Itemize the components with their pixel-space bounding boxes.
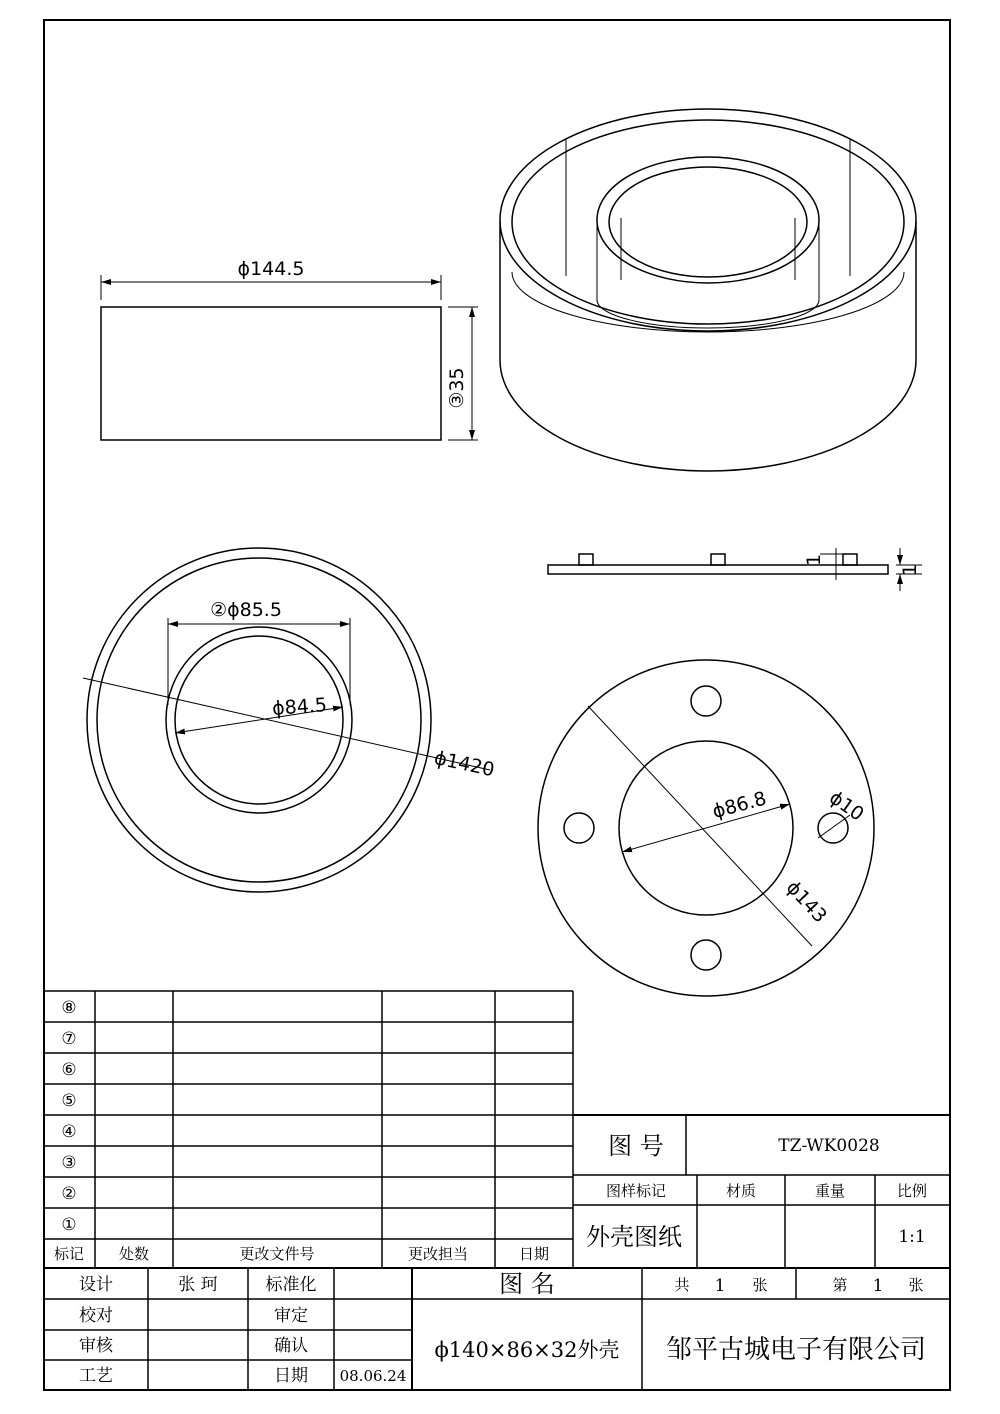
total-prefix: 共 bbox=[674, 1276, 690, 1294]
total-value: 1 bbox=[714, 1276, 726, 1296]
revision-header-mark: 标记 bbox=[53, 1245, 85, 1263]
review-label: 审核 bbox=[79, 1336, 113, 1356]
base-inner-label: ϕ86.8 bbox=[710, 787, 769, 823]
part-name: ϕ140×86×32外壳 bbox=[434, 1338, 620, 1362]
inner-floor-arc bbox=[512, 272, 904, 332]
sheet-value: 1 bbox=[872, 1276, 884, 1296]
designer-name: 张 珂 bbox=[178, 1275, 218, 1295]
revision-header-doc: 更改文件号 bbox=[239, 1245, 315, 1263]
revision-row-3: ③ bbox=[61, 1153, 77, 1173]
tab-left bbox=[579, 554, 593, 565]
plate-outline bbox=[548, 565, 888, 574]
sheet-prefix: 第 bbox=[832, 1276, 848, 1294]
side-view bbox=[101, 275, 478, 440]
base-inner-diameter-line bbox=[622, 804, 790, 852]
side-height-label: ③35 bbox=[446, 367, 468, 409]
date-value: 08.06.24 bbox=[339, 1367, 407, 1385]
tab-middle bbox=[711, 554, 725, 565]
outer-rim-inner bbox=[512, 120, 904, 324]
revision-header-count: 处数 bbox=[118, 1245, 150, 1263]
revision-row-2: ② bbox=[61, 1184, 77, 1204]
hole-top bbox=[691, 686, 721, 716]
material-label: 材质 bbox=[725, 1182, 757, 1200]
check-label: 校对 bbox=[79, 1306, 113, 1326]
weight-label: 重量 bbox=[814, 1182, 846, 1200]
standard-label: 标准化 bbox=[265, 1275, 317, 1295]
section-tab-label: 1 bbox=[803, 553, 825, 567]
date-label: 日期 bbox=[274, 1366, 308, 1386]
company-name: 邹平古城电子有限公司 bbox=[665, 1335, 927, 1365]
base-hole-label: ϕ10 bbox=[825, 786, 868, 826]
hole-right bbox=[818, 813, 848, 843]
mark-value: 外壳图纸 bbox=[586, 1223, 682, 1251]
name-label: 图 名 bbox=[499, 1270, 555, 1298]
section-view bbox=[548, 548, 922, 591]
outer-rim-outer bbox=[500, 109, 916, 331]
top-outer-label: ϕ1420 bbox=[432, 747, 497, 782]
top-inner-label: ②ϕ85.5 bbox=[210, 599, 282, 621]
outer-bottom-arc bbox=[500, 360, 916, 471]
revision-row-5: ⑤ bbox=[61, 1091, 77, 1111]
revision-header-owner: 更改担当 bbox=[407, 1245, 469, 1263]
top-mid-label: ϕ84.5 bbox=[271, 694, 328, 720]
revision-header-date: 日期 bbox=[518, 1245, 550, 1263]
approve-label: 审定 bbox=[274, 1306, 308, 1326]
revision-row-1: ① bbox=[61, 1215, 77, 1235]
hole-bottom bbox=[691, 940, 721, 970]
top-view bbox=[83, 548, 490, 892]
revision-row-7: ⑦ bbox=[61, 1029, 77, 1049]
section-plate-label: 1 bbox=[899, 563, 921, 577]
process-label: 工艺 bbox=[79, 1366, 113, 1386]
revision-table bbox=[44, 991, 950, 1268]
tab-right bbox=[843, 554, 857, 565]
drawing-number: TZ-WK0028 bbox=[778, 1136, 880, 1156]
design-label: 设计 bbox=[79, 1275, 113, 1295]
scale-label: 比例 bbox=[896, 1182, 928, 1200]
base-outer-label: ϕ143 bbox=[781, 876, 832, 928]
total-unit: 张 bbox=[752, 1276, 768, 1294]
inner-tube-outer bbox=[597, 157, 819, 283]
hole-left bbox=[564, 813, 594, 843]
drawing-number-label: 图 号 bbox=[608, 1132, 664, 1160]
scale-value: 1:1 bbox=[898, 1227, 926, 1247]
base-view bbox=[538, 660, 874, 996]
revision-row-6: ⑥ bbox=[61, 1060, 77, 1080]
mark-label: 图样标记 bbox=[605, 1182, 667, 1200]
revision-row-4: ④ bbox=[61, 1122, 77, 1142]
confirm-label: 确认 bbox=[274, 1336, 308, 1356]
side-width-label: ϕ144.5 bbox=[237, 258, 305, 280]
inner-tube-inner bbox=[609, 167, 807, 277]
isometric-view bbox=[500, 109, 916, 471]
sheet-unit: 张 bbox=[908, 1276, 924, 1294]
revision-row-8: ⑧ bbox=[61, 998, 77, 1018]
side-view-outline bbox=[101, 307, 441, 440]
